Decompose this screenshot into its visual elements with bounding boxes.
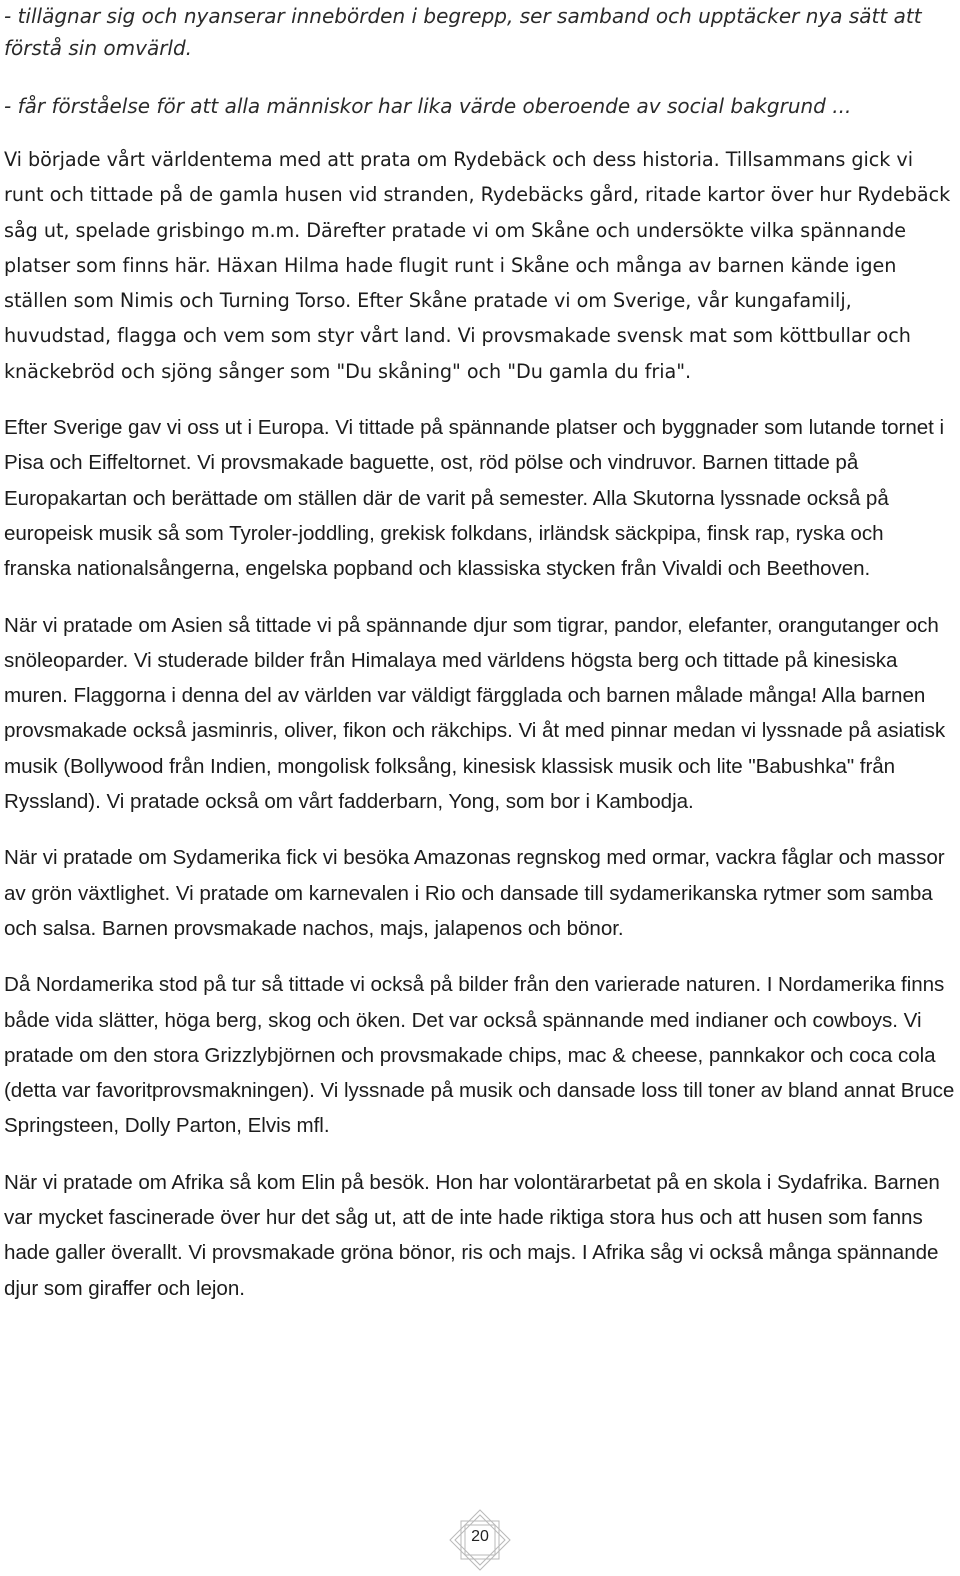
intro-bullet-1: - tillägnar sig och nyanserar innebörden i begrepp, ser samband och upptäcker nya sätt att förstå sin omvärld.: [4, 4, 922, 60]
paragraph-rydeback-skane-sverige: Vi började vårt världentema med att prata om Rydebäck och dess historia. Tillsammans gick vi runt och tittade på de gamla husen vid stranden, Rydebäcks gård, ritade kartor över hur Rydebäck såg ut, spelade grisbingo m.m. Därefter pratade vi om Skåne och undersökte vilka spännande platser som finns här. Häxan Hilma hade flugit runt i Skåne och många av barnen kände igen ställen som Nimis och Turning Torso. Efter Skåne pratade vi om Sverige, vår kungafamilj, huvudstad, flagga och vem som styr vårt land. Vi provsmakade svensk mat som köttbullar och knäckebröd och sjöng sånger som "Du skåning" och "Du gamla du fria".: [4, 148, 951, 383]
paragraph-sydamerika: När vi pratade om Sydamerika fick vi besöka Amazonas regnskog med ormar, vackra fåglar och massor av grön växtlighet. Vi pratade om karnevalen i Rio och dansade till sydamerikanska rytmer som samba och salsa. Barnen provsmakade nachos, majs, jalapenos och bönor.: [4, 846, 945, 940]
intro-bullets: [4, 0, 956, 122]
paragraph-europa: Efter Sverige gav vi oss ut i Europa. Vi tittade på spännande platser och byggnader som lutande tornet i Pisa och Eiffeltornet. Vi provsmakade baguette, ost, röd pölse och vindruvor. Barnen tittade på Europakartan och berättade om ställen där de varit på semester. Alla Skutorna lyssnade också på europeisk musik så som Tyroler-joddling, grekisk folkdans, irländsk säckpipa, finsk rap, ryska och franska nationalsångerna, engelska popband och klassiska stycken från Vivaldi och Beethoven.: [4, 416, 945, 581]
paragraph-nordamerika: Då Nordamerika stod på tur så tittade vi också på bilder från den varierade naturen. I Nordamerika finns både vida slätter, höga berg, skog och öken. Det var också spännande med indianer och cowboys. Vi pratade om den stora Grizzlybjörnen och provsmakade chips, mac & cheese, pannkakor och coca cola (detta var favoritprovsmakningen). Vi lyssnade på musik och dansade loss till toner av bland annat Bruce Springsteen, Dolly Parton, Elvis mfl.: [4, 973, 955, 1138]
document-page: [4, 0, 956, 1306]
paragraph-afrika: När vi pratade om Afrika så kom Elin på besök. Hon har volontärarbetat på en skola i Sydafrika. Barnen var mycket fascinerade över hur det såg ut, att de inte hade riktiga stora hus och att husen som fanns hade galler överallt. Vi provsmakade gröna bönor, ris och majs. I Afrika såg vi också många spännande djur som giraffer och lejon.: [4, 1170, 940, 1300]
intro-bullet-2: - får förståelse för att alla människor har lika värde oberoende av social bakgrund ...: [4, 94, 852, 118]
paragraph-asien: När vi pratade om Asien så tittade vi på spännande djur som tigrar, pandor, elefanter, orangutanger och snöleoparder. Vi studerade bilder från Himalaya med världens högsta berg och tittade på kinesiska muren. Flaggorna i denna del av världen var väldigt färgglada och barnen målade många! Alla barnen provsmakade också jasminris, oliver, fikon och räkchips. Vi åt med pinnar medan vi lyssnade på asiatisk musik (Bollywood från Indien, mongolisk folksång, kinesisk klassisk musik och lite "Babushka" från Ryssland). Vi pratade också om vårt fadderbarn, Yong, som bor i Kambodja.: [4, 613, 946, 814]
page-number: 20: [471, 1528, 489, 1545]
page-footer: [448, 1508, 512, 1572]
